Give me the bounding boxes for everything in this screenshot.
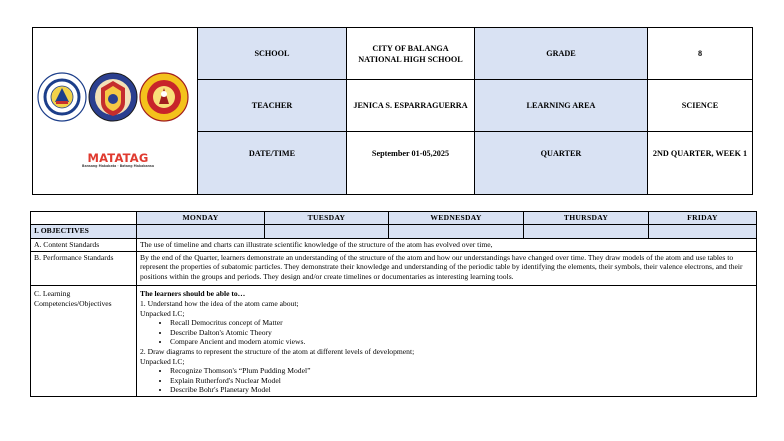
days-header-row — [31, 212, 757, 225]
list-item: • Describe Bohr's Planetary Model — [170, 385, 753, 395]
list-item: • Recall Democritus concept of Matter — [170, 318, 753, 328]
teacher-value: JENICA S. ESPARRAGUERRA — [347, 80, 475, 132]
logo-cell — [33, 28, 198, 195]
bullet-list-1 — [140, 318, 753, 347]
day-thursday: THURSDAY — [524, 212, 649, 225]
content-standards-text: The use of timeline and charts can illustrate scientific knowledge of the structure of the atom has evolved over time, — [137, 239, 757, 252]
bullet-list-2 — [140, 366, 753, 395]
competencies-content — [137, 286, 757, 397]
grade-label: GRADE — [475, 28, 648, 80]
city-seal-icon — [139, 72, 189, 122]
unpacked-lc-1: Unpacked LC; — [140, 308, 185, 318]
matatag-tagline: Bansang Makabata · Batang Makabansa — [82, 164, 154, 168]
performance-standards-text: By the end of the Quarter, learners demonstrate an understanding of the structure of the atom and how our understandings have changed over time. They draw models of the atom and use tables to represent the properties of subatomic particles. They demonstrate their knowledge and understanding of the periodic table by identifying the elements, their symbols, their valence electrons, and their positions within the groups and periods. They design and/or create timelines or documentaries as interesting learning tools. — [137, 251, 757, 286]
content-standards-label: A. Content Standards — [31, 239, 137, 252]
content-standards-row — [31, 239, 757, 252]
list-item: • Describe Dalton's Atomic Theory — [170, 328, 753, 338]
competency-item-1: 1. Understand how the idea of the atom came about; — [140, 298, 299, 308]
school-value: CITY OF BALANGA NATIONAL HIGH SCHOOL — [347, 28, 475, 80]
quarter-label: QUARTER — [475, 132, 648, 195]
learning-area-label: LEARNING AREA — [475, 80, 648, 132]
learning-area-value: SCIENCE — [648, 80, 753, 132]
list-item: • Explain Rutherford's Nuclear Model — [170, 376, 753, 386]
teacher-label: TEACHER — [198, 80, 347, 132]
performance-standards-row — [31, 251, 757, 286]
day-wednesday: WEDNESDAY — [389, 212, 524, 225]
matatag-wordmark: MATATAG — [87, 151, 149, 165]
lesson-plan-table — [30, 211, 757, 397]
header-table — [32, 27, 753, 195]
days-corner-cell — [31, 212, 137, 225]
unpacked-lc-2: Unpacked LC; — [140, 356, 185, 366]
list-item: • Recognize Thomson's “Plum Pudding Model” — [170, 366, 753, 376]
day-monday: MONDAY — [137, 212, 265, 225]
list-item: • Compare Ancient and modern atomic views. — [170, 337, 753, 347]
day-friday: FRIDAY — [649, 212, 757, 225]
day-tuesday: TUESDAY — [265, 212, 389, 225]
school-seal-icon — [88, 72, 138, 122]
objectives-heading: I. OBJECTIVES — [31, 225, 137, 239]
school-label: SCHOOL — [198, 28, 347, 80]
date-value: September 01-05,2025 — [347, 132, 475, 195]
performance-standards-label: B. Performance Standards — [31, 251, 137, 286]
grade-value: 8 — [648, 28, 753, 80]
deped-seal-icon — [37, 72, 87, 122]
quarter-value: 2ND QUARTER, WEEK 1 — [648, 132, 753, 195]
competencies-intro: The learners should be able to… — [140, 289, 246, 299]
competency-item-2: 2. Draw diagrams to represent the structure of the atom at different levels of development; — [140, 346, 415, 356]
matatag-logo — [75, 152, 161, 169]
objectives-section-row — [31, 225, 757, 239]
date-label: DATE/TIME — [198, 132, 347, 195]
competencies-row — [31, 286, 757, 397]
competencies-label: C. Learning Competencies/Objectives — [31, 286, 137, 397]
